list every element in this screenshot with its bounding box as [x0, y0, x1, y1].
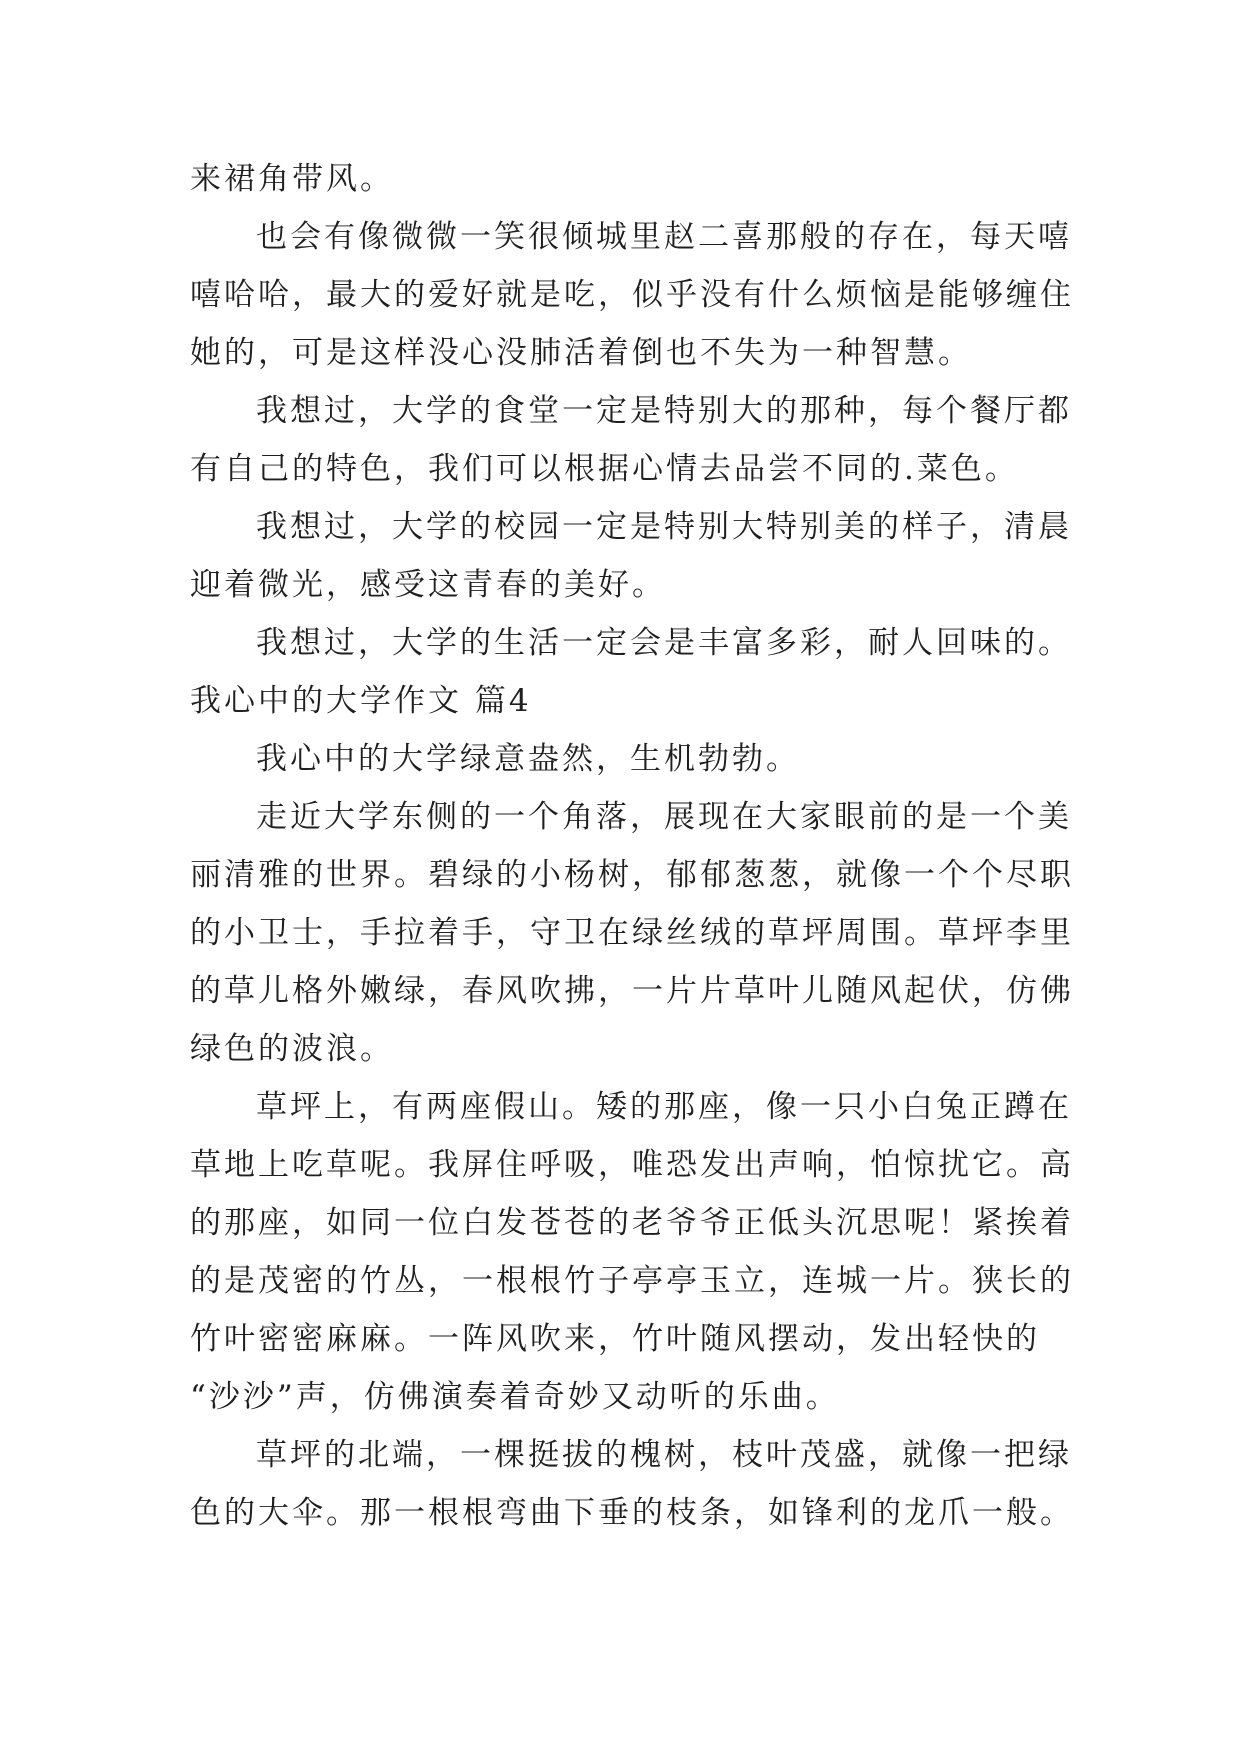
- section-heading: 我心中的大学作文 篇4: [190, 683, 532, 719]
- paragraph-start: 走近大学东侧的一个角落，展现在大家眼前的是一个美: [256, 799, 1072, 835]
- text-line: 的小卫士，手拉着手，守卫在绿丝绒的草坪周围。草坪李里: [190, 915, 1074, 951]
- text-line: 嘻哈哈，最大的爱好就是吃，似乎没有什么烦恼是能够缠住: [190, 277, 1074, 313]
- paragraph-start: 草坪的北端，一棵挺拔的槐树，枝叶茂盛，就像一把绿: [256, 1437, 1072, 1473]
- text-line: 来裙角带风。: [190, 161, 394, 197]
- text-line: 有自己的特色，我们可以根据心情去品尝不同的.菜色。: [190, 451, 1019, 487]
- document-body: [190, 150, 1074, 1542]
- paragraph-start: 草坪上，有两座假山。矮的那座，像一只小白兔正蹲在: [256, 1089, 1072, 1125]
- text-line: 丽清雅的世界。碧绿的小杨树，郁郁葱葱，就像一个个尽职: [190, 857, 1074, 893]
- paragraph-start: 我想过，大学的生活一定会是丰富多彩，耐人回味的。: [256, 625, 1072, 661]
- text-line: 绿色的波浪。: [190, 1031, 394, 1067]
- text-line: 迎着微光，感受这青春的美好。: [190, 567, 666, 603]
- text-line: 色的大伞。那一根根弯曲下垂的枝条，如锋利的龙爪一般。: [190, 1495, 1074, 1531]
- text-line: 草地上吃草呢。我屏住呼吸，唯恐发出声响，怕惊扰它。高: [190, 1147, 1074, 1183]
- paragraph-start: 也会有像微微一笑很倾城里赵二喜那般的存在，每天嘻: [256, 219, 1072, 255]
- text-line: 竹叶密密麻麻。一阵风吹来，竹叶随风摆动，发出轻快的: [190, 1321, 1040, 1357]
- text-line: “沙沙”声，仿佛演奏着奇妙又动听的乐曲。: [190, 1379, 840, 1415]
- paragraph-start: 我想过，大学的校园一定是特别大特别美的样子，清晨: [256, 509, 1072, 545]
- text-line: 她的，可是这样没心没肺活着倒也不失为一种智慧。: [190, 335, 972, 371]
- text-line: 的草儿格外嫩绿，春风吹拂，一片片草叶儿随风起伏，仿佛: [190, 973, 1074, 1009]
- text-line: 的是茂密的竹丛，一根根竹子亭亭玉立，连城一片。狭长的: [190, 1263, 1074, 1299]
- text-line: 的那座，如同一位白发苍苍的老爷爷正低头沉思呢！紧挨着: [190, 1205, 1074, 1241]
- paragraph-start: 我想过，大学的食堂一定是特别大的那种，每个餐厅都: [256, 393, 1072, 429]
- paragraph-start: 我心中的大学绿意盎然，生机勃勃。: [256, 741, 800, 777]
